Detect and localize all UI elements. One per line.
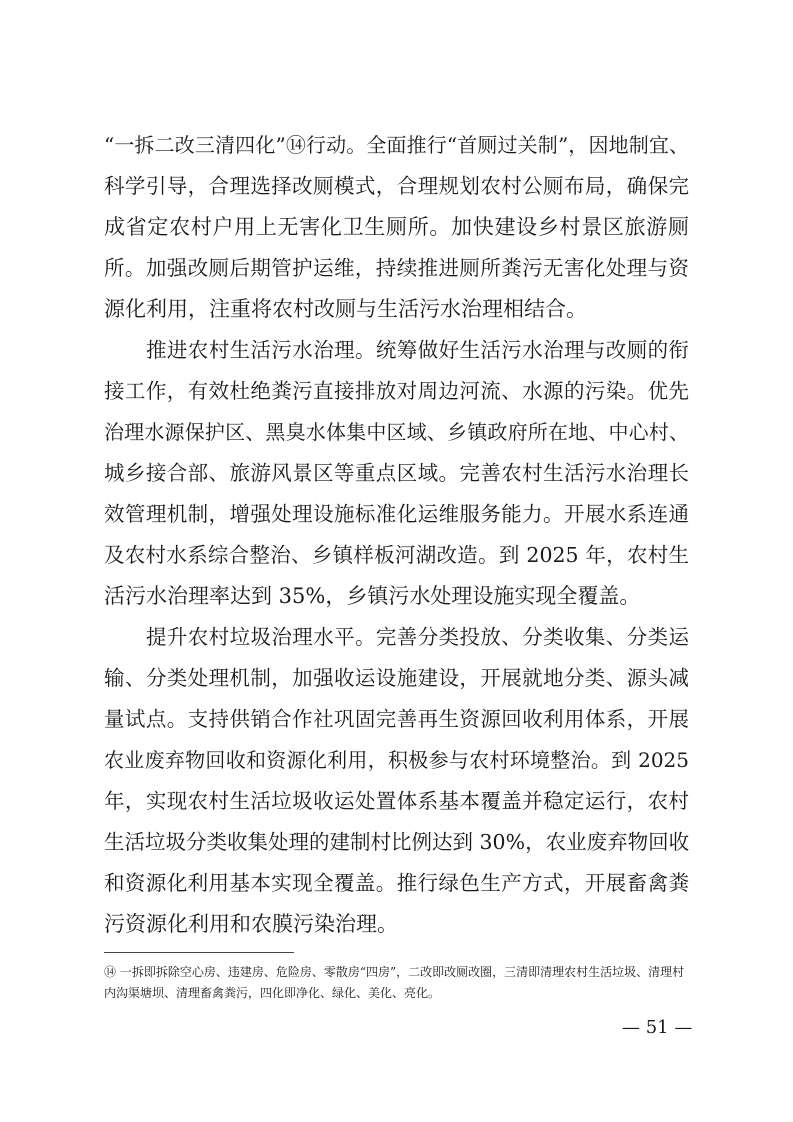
body-line: 所。加强改厕后期管护运维，持续推进厕所粪污无害化处理与资 bbox=[104, 256, 689, 280]
body-line: 活污水治理率达到 35%，乡镇污水处理设施实现全覆盖。 bbox=[104, 584, 641, 608]
body-line: 提升农村垃圾治理水平。完善分类投放、分类收集、分类运 bbox=[146, 625, 689, 649]
body-line: 生活垃圾分类收集处理的建制村比例达到 30%，农业废弃物回收 bbox=[104, 830, 690, 854]
body-line: 农业废弃物回收和资源化利用，积极参与农村环境整治。到 2025 bbox=[104, 748, 689, 772]
body-line: 推进农村生活污水治理。统筹做好生活污水治理与改厕的衔 bbox=[146, 338, 689, 362]
footnote-line: 内沟渠塘坝、清理畜禽粪污，四化即净化、绿化、美化、亮化。 bbox=[104, 986, 441, 1000]
body-line: 输、分类处理机制，加强收运设施建设，开展就地分类、源头减 bbox=[104, 666, 689, 690]
body-line: 及农村水系综合整治、乡镇样板河湖改造。到 2025 年，农村生 bbox=[104, 543, 689, 567]
footnote-line: ⑭ 一拆即拆除空心房、违建房、危险房、零散房“四房”，二改即改厕改圈，三清即清理农村生活垃圾、清理村 bbox=[104, 965, 685, 979]
body-line: 成省定农村户用上无害化卫生厕所。加快建设乡村景区旅游厕 bbox=[104, 215, 689, 239]
page-number: — 51 — bbox=[622, 1017, 693, 1038]
body-line: 效管理机制，增强处理设施标准化运维服务能力。开展水系连通 bbox=[104, 502, 689, 526]
body-line: 接工作，有效杜绝粪污直接排放对周边河流、水源的污染。优先 bbox=[104, 379, 689, 403]
body-line: 科学引导，合理选择改厕模式，合理规划农村公厕布局，确保完 bbox=[104, 174, 689, 198]
body-line: 量试点。支持供销合作社巩固完善再生资源回收利用体系，开展 bbox=[104, 707, 689, 731]
body-line: “一拆二改三清四化”⑭行动。全面推行“首厕过关制”，因地制宜、 bbox=[104, 133, 689, 157]
footnote-divider bbox=[104, 952, 294, 953]
body-line: 城乡接合部、旅游风景区等重点区域。完善农村生活污水治理长 bbox=[104, 461, 689, 485]
body-line: 治理水源保护区、黑臭水体集中区域、乡镇政府所在地、中心村、 bbox=[104, 420, 689, 444]
body-line: 源化利用，注重将农村改厕与生活污水治理相结合。 bbox=[104, 297, 587, 321]
body-line: 和资源化利用基本实现全覆盖。推行绿色生产方式，开展畜禽粪 bbox=[104, 871, 689, 895]
body-line: 年，实现农村生活垃圾收运处置体系基本覆盖并稳定运行，农村 bbox=[104, 789, 689, 813]
body-line: 污资源化利用和农膜污染治理。 bbox=[104, 912, 398, 936]
